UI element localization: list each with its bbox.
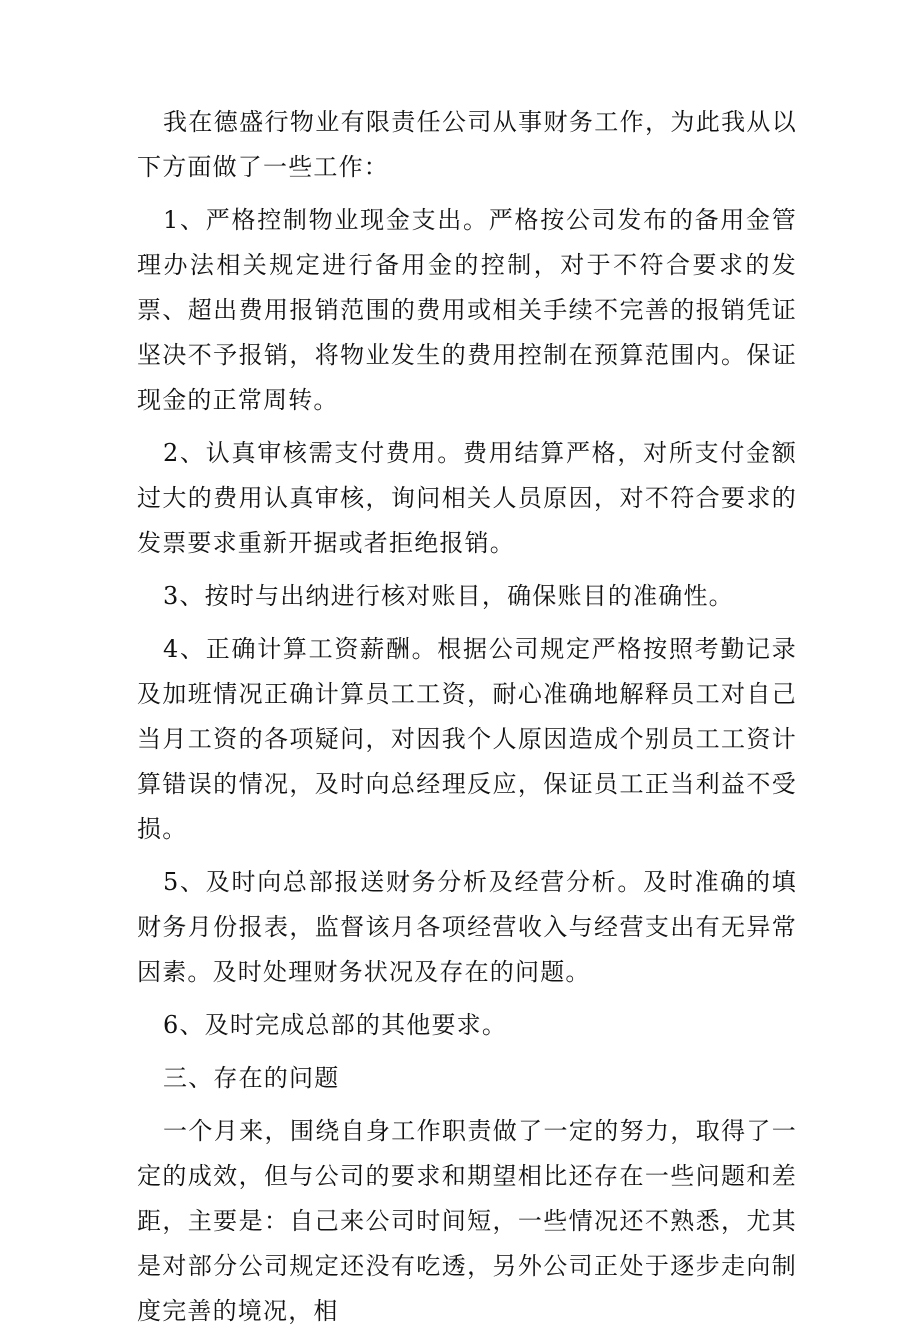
section-heading-problems: 三、存在的问题 bbox=[163, 1064, 340, 1092]
paragraph-item-1: 1、严格控制物业现金支出。严格按公司发布的备用金管理办法相关规定进行备用金的控制，对于不符合要求的发票、超出费用报销范围的费用或相关手续不完善的报销凭证坚决不予报销，将物业发生的费用控制在预算范围内。保证现金的正常周转。 bbox=[137, 206, 797, 414]
paragraph-item-2: 2、认真审核需支付费用。费用结算严格，对所支付金额过大的费用认真审核，询问相关人员原因，对不符合要求的发票要求重新开据或者拒绝报销。 bbox=[137, 439, 797, 557]
document-body bbox=[137, 100, 797, 1342]
paragraph-item-4: 4、正确计算工资薪酬。根据公司规定严格按照考勤记录及加班情况正确计算员工工资，耐心准确地解释员工对自己当月工资的各项疑问，对因我个人原因造成个别员工工资计算错误的情况，及时向总经理反应，保证员工正当利益不受损。 bbox=[137, 635, 797, 843]
paragraph-problems: 一个月来，围绕自身工作职责做了一定的努力，取得了一定的成效，但与公司的要求和期望相比还存在一些问题和差距，主要是：自己来公司时间短，一些情况还不熟悉，尤其是对部分公司规定还没有吃透，另外公司正处于逐步走向制度完善的境况，相 bbox=[137, 1117, 797, 1325]
paragraph-intro: 我在德盛行物业有限责任公司从事财务工作，为此我从以下方面做了一些工作： bbox=[137, 108, 797, 181]
paragraph-item-6: 6、及时完成总部的其他要求。 bbox=[163, 1011, 508, 1039]
paragraph-item-3: 3、按时与出纳进行核对账目，确保账目的准确性。 bbox=[163, 582, 734, 610]
paragraph-item-5: 5、及时向总部报送财务分析及经营分析。及时准确的填财务月份报表，监督该月各项经营收入与经营支出有无异常因素。及时处理财务状况及存在的问题。 bbox=[137, 868, 797, 986]
